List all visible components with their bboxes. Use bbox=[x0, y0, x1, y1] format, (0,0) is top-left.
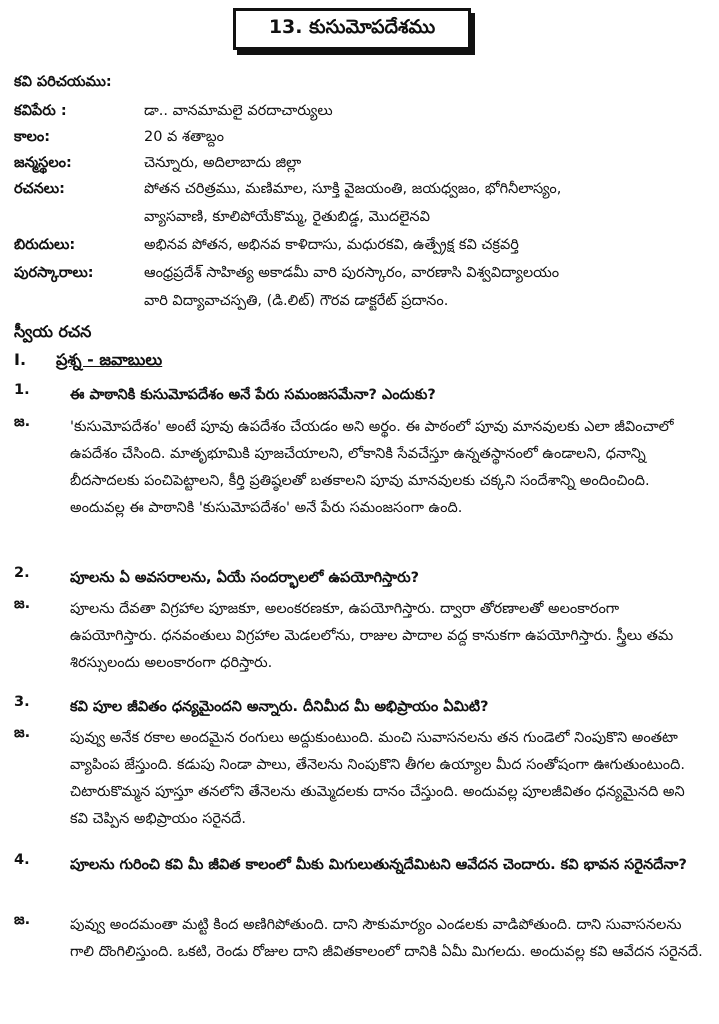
section-title: ప్రశ్న - జవాబులు bbox=[56, 350, 163, 369]
info-value: వారి విద్యావాచస్పతి, (డి.లిట్) గౌరవ డాక్టరేట్ ప్రదానం. bbox=[144, 293, 449, 309]
answer-marker: జ. bbox=[14, 725, 31, 741]
answer-text: పువ్వు అందమంతా మట్టి కింద అణిగిపోతుంది. దాని సౌకుమార్యం ఎండలకు వాడిపోతుంది. దాని సువాసనలను గాలి దొంగిలిస్తుంది. ఒకటి, రెండు రోజుల దాని జీవితకాలంలో దానికి ఏమీ మిగలదు. అందువల్ల కవి ఆవేదన సరైనదే. bbox=[70, 917, 703, 960]
question-text: ఈ పాఠానికి కుసుమోపదేశం అనే పేరు సమంజసమేనా? ఎందుకు? bbox=[70, 387, 436, 403]
kavi-parichayam-heading: కవి పరిచయము: bbox=[14, 74, 112, 90]
chapter-title: 13. కుసుమోపదేశము bbox=[233, 8, 471, 50]
info-value: 20 వ శతాబ్దం bbox=[144, 129, 225, 145]
info-value: చెన్నూరు, అదిలాబాదు జిల్లా bbox=[144, 155, 302, 171]
info-label: కవిపేరు : bbox=[14, 103, 67, 119]
answer-text: పూలను దేవతా విగ్రహాల పూజకూ, అలంకరణకూ, ఉపయోగిస్తారు. ద్వారా తోరణాలతో అలంకారంగా ఉపయోగిస్తారు. ధనవంతులు విగ్రహాల మెడలలోను, రాజుల పాదాల వద్ద కానుకగా ఉపయోగిస్తారు. స్త్రీలు తమ శిరస్సులందు అలంకారంగా ధరిస్తారు. bbox=[70, 601, 674, 671]
question-text: పూలను గురించి కవి మీ జీవిత కాలంలో మీకు మిగులుతున్నదేమిటని ఆవేదన చెందారు. కవి భావన సరైనదేనా? bbox=[70, 857, 687, 873]
answer-text: పువ్వు అనేక రకాల అందమైన రంగులు అద్దుకుంటుంది. మంచి సువాసనలను తన గుండెలో నింపుకొని అంతటా వ్యాపింప జేస్తుంది. కడుపు నిండా పాలు, తేనెలను నింపుకొని తీగల ఉయ్యాల మీద సంతోషంగా ఊగుతుంటుంది. చిటారుకొమ్మన పూస్తూ తనలోని తేనెలను తుమ్మెదలకు దానం చేస్తుంది. అందువల్ల పూలజీవితం ధన్యమైనది అని కవి చెప్పిన అభిప్రాయం సరైనదే. bbox=[70, 730, 685, 827]
info-label: రచనలు: bbox=[14, 181, 65, 197]
section-heading bbox=[14, 350, 704, 369]
info-label: జన్మస్థలం: bbox=[14, 155, 72, 171]
question-number: 3. bbox=[14, 694, 30, 710]
info-value: వ్యాసవాణి, కూలిపోయేకొమ్మ, రైతుబిడ్డ, మొదలైనవి bbox=[144, 209, 430, 225]
question-text: పూలను ఏ అవసరాలను, ఏయే సందర్భాలలో ఉపయోగిస్తారు? bbox=[70, 570, 420, 586]
info-value: అభినవ పోతన, అభినవ కాళిదాసు, మధురకవి, ఉత్ప్రేక్ష కవి చక్రవర్తి bbox=[144, 237, 519, 253]
swiya-rachana-heading: స్వీయ రచన bbox=[14, 322, 92, 341]
question-text: కవి పూల జీవితం ధన్యమైందని అన్నారు. దీనిమీద మీ అభిప్రాయం ఏమిటి? bbox=[70, 699, 489, 715]
answer-text: 'కుసుమోపదేశం' అంటే పూవు ఉపదేశం చేయడం అని అర్థం. ఈ పాఠంలో పూవు మానవులకు ఎలా జీవించాలో ఉపదేశం చేసింది. మాతృభూమికి పూజచేయాలని, లోకానికి సేవచేస్తూ ఉన్నతస్థానంలో ఉండాలని, ధనాన్ని బీదసాదలకు పంచిపెట్టాలని, కీర్తి ప్రతిష్ఠలతో బతకాలని పూవు మానవులకు చక్కని సందేశాన్ని అందించింది. అందువల్ల ఈ పాఠానికి 'కుసుమోపదేశం' అనే పేరు సమంజసంగా ఉంది. bbox=[70, 419, 674, 516]
section-number: I. bbox=[14, 350, 27, 369]
info-label: బిరుదులు: bbox=[14, 237, 76, 253]
info-value: ఆంధ్రప్రదేశ్ సాహిత్య అకాడమీ వారి పురస్కారం, వారణాసి విశ్వవిద్యాలయం bbox=[144, 265, 560, 281]
info-label: పురస్కారాలు: bbox=[14, 265, 94, 281]
info-value: పోతన చరిత్రము, మణిమాల, సూక్తి వైజయంతి, జయధ్వజం, భోగినీలాస్యం, bbox=[144, 181, 562, 197]
info-label: కాలం: bbox=[14, 129, 51, 145]
info-value: డా.. వానమామలై వరదాచార్యులు bbox=[144, 103, 333, 119]
answer-marker: జ. bbox=[14, 912, 31, 928]
question-number: 4. bbox=[14, 852, 30, 868]
question-number: 2. bbox=[14, 565, 30, 581]
answer-marker: జ. bbox=[14, 414, 31, 430]
answer-marker: జ. bbox=[14, 596, 31, 612]
question-number: 1. bbox=[14, 382, 30, 398]
